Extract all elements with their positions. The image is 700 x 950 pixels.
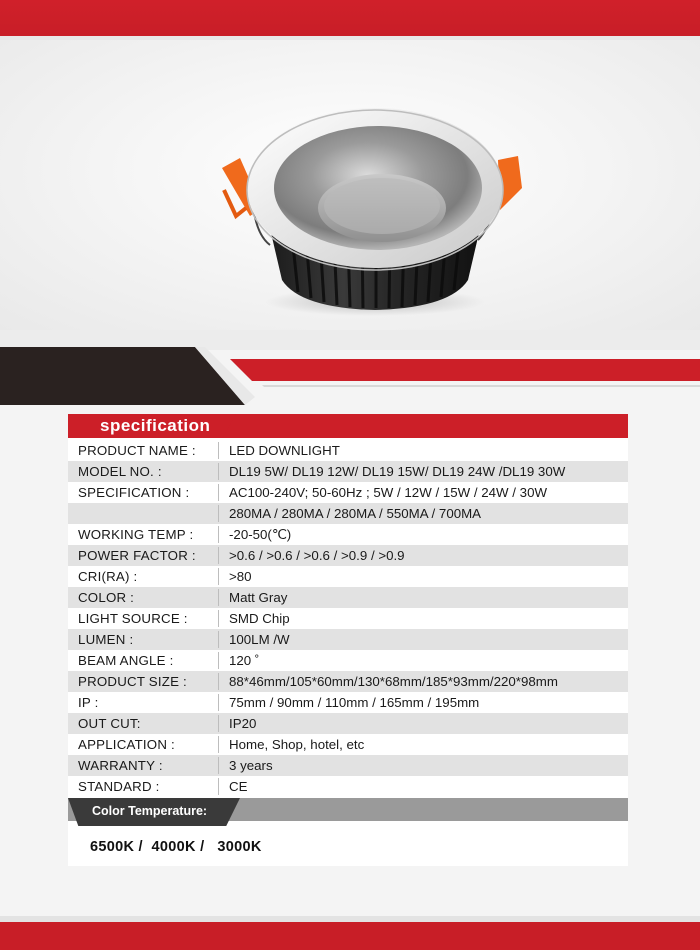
spec-row <box>68 692 628 713</box>
spec-row <box>68 440 628 461</box>
product-hero <box>0 40 700 330</box>
section-banner <box>0 345 700 405</box>
spec-row-value: LED DOWNLIGHT <box>229 443 340 458</box>
spec-row-divider <box>218 610 219 627</box>
spec-row-label: BEAM ANGLE : <box>78 653 174 668</box>
spec-row-label: WORKING TEMP : <box>78 527 194 542</box>
spec-row-divider <box>218 673 219 690</box>
spec-row <box>68 776 628 797</box>
spec-row-value: >80 <box>229 569 252 584</box>
spec-row-label: PRODUCT SIZE : <box>78 674 187 689</box>
spec-row-label <box>78 503 218 524</box>
spec-row-divider <box>218 589 219 606</box>
spec-row-divider <box>218 715 219 732</box>
spec-title: specification <box>100 416 211 435</box>
spec-row <box>68 545 628 566</box>
spec-row-value: 280MA / 280MA / 280MA / 550MA / 700MA <box>229 506 482 521</box>
spec-row-value: 3 years <box>229 758 273 773</box>
top-red-band <box>0 0 700 36</box>
spec-row-label: CRI(RA) : <box>78 569 138 584</box>
spec-row-value: >0.6 / >0.6 / >0.6 / >0.9 / >0.9 <box>229 548 405 563</box>
spec-row-label: LUMEN : <box>78 632 134 647</box>
spec-row-value: AC100-240V; 50-60Hz ; 5W / 12W / 15W / 24W / 30W <box>229 485 548 500</box>
spec-row <box>68 461 628 482</box>
spec-row-divider <box>218 484 219 501</box>
spec-row-divider <box>218 757 219 774</box>
spec-row-value: CE <box>229 779 248 794</box>
spec-row-label: LIGHT SOURCE : <box>78 611 188 626</box>
color-temp-values: 6500K / 4000K / 3000K <box>90 839 262 855</box>
spec-row <box>68 713 628 734</box>
spec-row <box>68 755 628 776</box>
spec-row <box>68 650 628 671</box>
spec-row-value: SMD Chip <box>229 611 290 626</box>
bottom-red-band <box>0 922 700 950</box>
spec-row-value: IP20 <box>229 716 257 731</box>
spec-table <box>68 440 628 797</box>
spec-row <box>68 503 628 524</box>
spec-row-label: STANDARD : <box>78 779 160 794</box>
spec-row-divider <box>218 547 219 564</box>
spec-row-label: WARRANTY : <box>78 758 163 773</box>
led-downlight-image <box>0 40 700 330</box>
spec-row-label: SPECIFICATION : <box>78 485 190 500</box>
spec-row-divider <box>218 631 219 648</box>
spec-row-divider <box>218 778 219 795</box>
spec-row <box>68 587 628 608</box>
spec-row <box>68 671 628 692</box>
spec-row-divider <box>218 505 219 522</box>
spec-row-value: Matt Gray <box>229 590 288 605</box>
spec-row-label: APPLICATION : <box>78 737 175 752</box>
spec-row-divider <box>218 694 219 711</box>
spec-row-value: -20-50(℃) <box>229 527 292 542</box>
spec-row-value: 88*46mm/105*60mm/130*68mm/185*93mm/220*98mm <box>229 674 558 689</box>
spec-row-divider <box>218 442 219 459</box>
spec-row <box>68 482 628 503</box>
spec-row-divider <box>218 568 219 585</box>
spec-row-value: Home, Shop, hotel, etc <box>229 737 365 752</box>
spec-row-label: POWER FACTOR : <box>78 548 196 563</box>
spec-row <box>68 629 628 650</box>
spec-row-value: 120 ˚ <box>229 653 260 668</box>
spec-row <box>68 608 628 629</box>
color-temp-label: Color Temperature: <box>92 804 208 818</box>
spec-row-value: 75mm / 90mm / 110mm / 165mm / 195mm <box>229 695 480 710</box>
spec-row-divider <box>218 463 219 480</box>
spec-row-divider <box>218 736 219 753</box>
spec-row <box>68 524 628 545</box>
spec-row-value: 100LM /W <box>229 632 290 647</box>
spec-row-divider <box>218 652 219 669</box>
spec-row-label: OUT CUT: <box>78 716 141 731</box>
spec-row-value: DL19 5W/ DL19 12W/ DL19 15W/ DL19 24W /DL19 30W <box>229 464 566 479</box>
spec-row-label: IP : <box>78 695 99 710</box>
spec-row-label: COLOR : <box>78 590 135 605</box>
banner-graphic <box>0 345 700 405</box>
spec-row-divider <box>218 526 219 543</box>
spec-row-label: PRODUCT NAME : <box>78 443 196 458</box>
spec-row-label: MODEL NO. : <box>78 464 162 479</box>
spec-row <box>68 566 628 587</box>
spec-row <box>68 734 628 755</box>
